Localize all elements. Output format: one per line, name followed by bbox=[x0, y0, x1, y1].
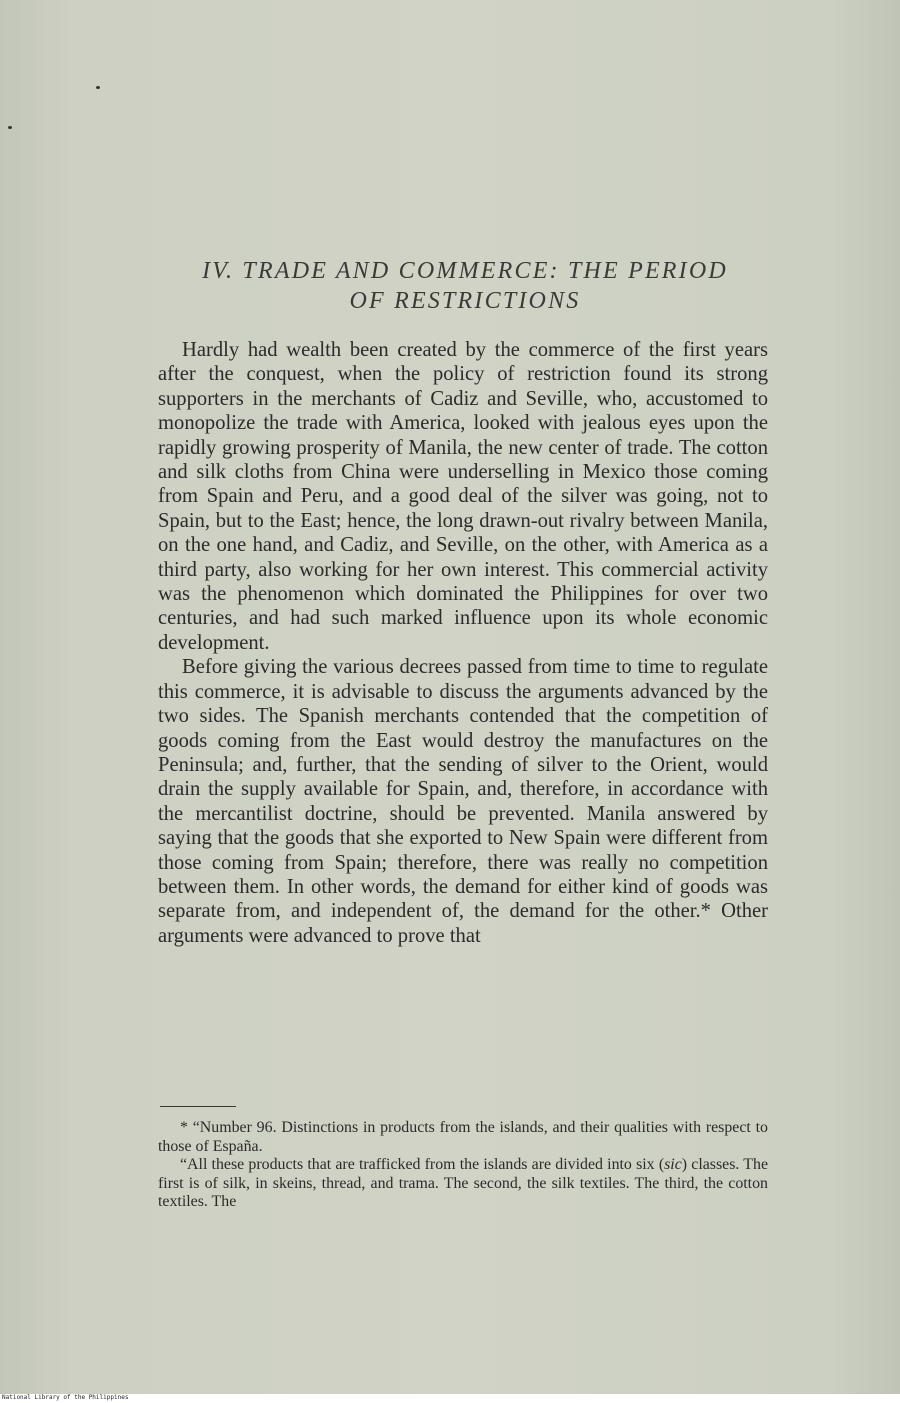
ink-speck bbox=[96, 86, 100, 89]
scan-credit-bar bbox=[0, 1394, 900, 1403]
chapter-heading-line-2: OF RESTRICTIONS bbox=[349, 288, 581, 314]
chapter-heading-line-1: IV. TRADE AND COMMERCE: THE PERIOD bbox=[202, 258, 728, 284]
chapter-heading bbox=[150, 256, 780, 316]
body-text bbox=[158, 338, 768, 948]
footnote-text: ) classes. The first is of silk, in skeins, thread, and trama. The second, the silk textiles. The third, the cotton textiles. The bbox=[158, 1156, 768, 1210]
library-credit: National Library of the Philippines bbox=[2, 1394, 129, 1401]
ink-speck bbox=[8, 126, 12, 129]
footnote-sic: sic bbox=[664, 1156, 682, 1173]
paragraph: Hardly had wealth been created by the commerce of the first years after the conquest, when the policy of restriction found its strong supporters in the merchants of Cadiz and Seville, who, accustomed to monopolize the trade with America, looked with jealous eyes upon the rapidly growing prosperity of Manila, the new center of trade. The cotton and silk cloths from China were underselling in Mexico those coming from Spain and Peru, and a good deal of the silver was going, not to Spain, but to the East; hence, the long drawn-out rivalry between Manila, on the one hand, and Cadiz, and Seville, on the other, with America as a third party, also working for her own interest. This commercial activity was the phenomenon which dominated the Philippines for over two centuries, and had such marked influence upon its whole economic development. bbox=[158, 339, 768, 654]
footnote-text: “All these products that are trafficked from the islands are divided into six ( bbox=[180, 1156, 665, 1173]
footnote-divider bbox=[160, 1106, 236, 1107]
footnote bbox=[158, 1156, 768, 1212]
paragraph: Before giving the various decrees passed from time to time to regulate this commerce, it is advisable to discuss the arguments advanced by the two sides. The Spanish merchants contended that the competition of goods coming from the East would destroy the manufactures on the Peninsula; and, further, that the sending of silver to the Orient, would drain the supply available for Spain, and, therefore, in accordance with the mercantilist doctrine, should be prevented. Manila answered by saying that the goods that she exported to New Spain were different from those coming from Spain; therefore, there was really no competition between them. In other words, the demand for either kind of goods was separate from, and independent of, the demand for the other.* Other arguments were advanced to prove that bbox=[158, 656, 768, 947]
footnote: * “Number 96. Distinctions in products from the islands, and their qualities with respect to those of España. bbox=[158, 1119, 768, 1155]
footnotes bbox=[158, 1119, 768, 1212]
